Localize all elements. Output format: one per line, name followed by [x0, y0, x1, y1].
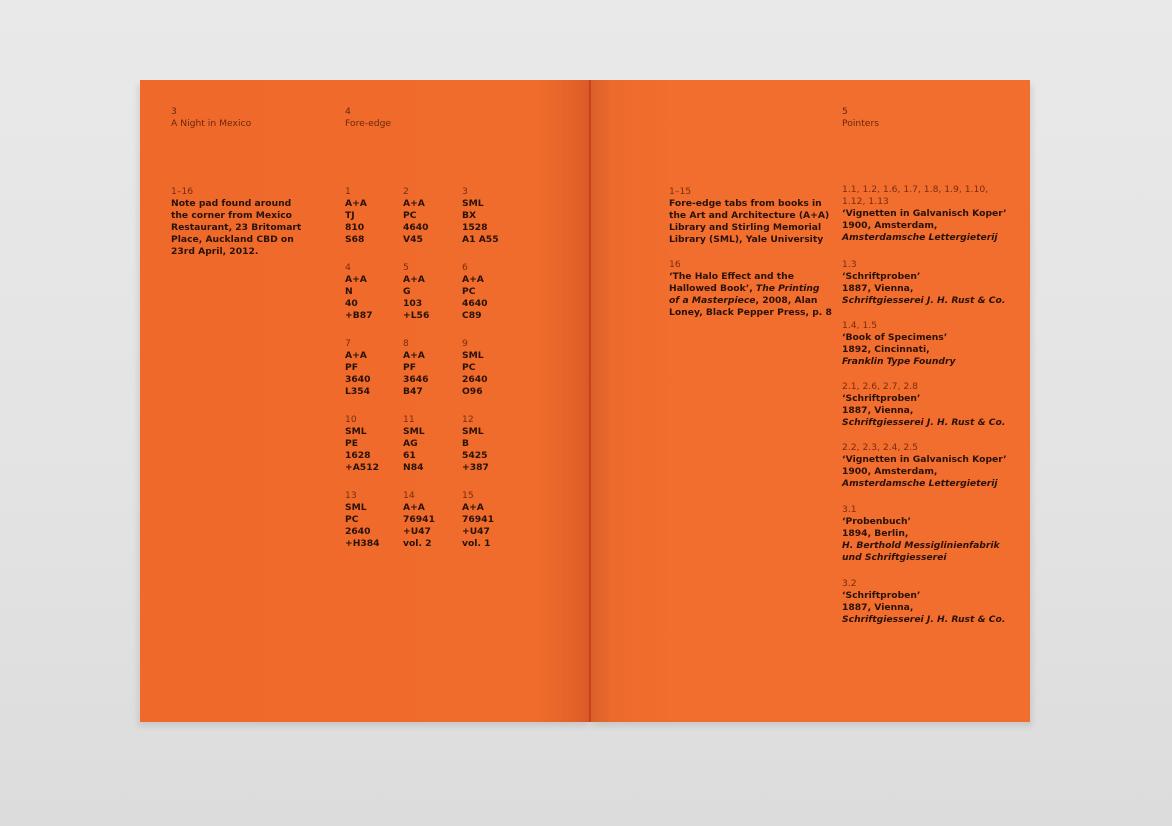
pointer-place: 1900, Amsterdam,	[842, 466, 938, 478]
grid-cell	[345, 186, 367, 246]
note-line: Place, Auckland CBD on	[171, 234, 294, 246]
grid-cell-line: 4640	[403, 222, 429, 234]
tabs-line: the Art and Architecture (A+A)	[669, 210, 830, 222]
grid-cell-line: SML	[462, 198, 484, 210]
grid-cell-number: 10	[345, 414, 357, 425]
pointer-refs: 3.1	[842, 504, 857, 515]
tabs-line: Library (SML), Yale University	[669, 234, 824, 246]
grid-cell-line: SML	[345, 502, 367, 514]
grid-cell-line: B	[462, 438, 470, 450]
pointer-foundry: Schriftgiesserei J. H. Rust & Co.	[842, 295, 1006, 307]
grid-cell-line: PC	[462, 362, 476, 374]
grid-cell-line: 2640	[462, 374, 488, 386]
pointer-refs: 2.2, 2.3, 2.4, 2.5	[842, 442, 918, 453]
pointer-refs: 1.3	[842, 259, 857, 270]
section-number: 4	[345, 106, 351, 117]
grid-cell	[345, 262, 373, 322]
pointer-title: ‘Book of Specimens’	[842, 332, 948, 344]
grid-cell-number: 14	[403, 490, 415, 501]
halo-line: Loney, Black Pepper Press, p. 8	[669, 307, 832, 319]
grid-cell-line: TJ	[345, 210, 355, 222]
grid-cell-line: SML	[345, 426, 367, 438]
section-5-header	[842, 106, 879, 130]
grid-cell-line: A+A	[403, 502, 425, 514]
grid-cell	[462, 414, 489, 474]
pointer-title: ‘Vignetten in Galvanisch Koper’	[842, 208, 1007, 220]
grid-cell-number: 8	[403, 338, 409, 349]
pointer-place: 1900, Amsterdam,	[842, 220, 938, 232]
grid-cell-line: +U47	[462, 526, 490, 538]
grid-cell-line: PF	[345, 362, 359, 374]
halo-number: 16	[669, 259, 681, 270]
grid-cell-line: A1 A55	[462, 234, 499, 246]
pointer-place: 1887, Vienna,	[842, 283, 914, 295]
grid-cell-line: N84	[403, 462, 424, 474]
pointer-refs: 2.1, 2.6, 2.7, 2.8	[842, 381, 918, 392]
grid-cell	[462, 262, 488, 322]
note-line: Restaurant, 23 Britomart	[171, 222, 302, 234]
note-block	[171, 186, 301, 259]
tabs-line: Fore-edge tabs from books in	[669, 198, 822, 210]
grid-cell-number: 12	[462, 414, 474, 425]
halo-italic-text: The Printing	[755, 283, 820, 295]
grid-cell-line: +L56	[403, 310, 430, 322]
halo-line	[669, 283, 832, 295]
grid-cell-line: +A512	[345, 462, 379, 474]
grid-cell-line: BX	[462, 210, 477, 222]
pointer-refs: 1.1, 1.2, 1.6, 1.7, 1.8, 1.9, 1.10,	[842, 184, 989, 195]
grid-cell-line: 40	[345, 298, 358, 310]
grid-cell-line: 103	[403, 298, 423, 310]
grid-cell-line: 2640	[345, 526, 371, 538]
section-title: A Night in Mexico	[171, 118, 252, 130]
pointer-entry	[842, 381, 1005, 429]
grid-cell-number: 13	[345, 490, 357, 501]
section-number: 5	[842, 106, 848, 117]
grid-cell	[462, 338, 488, 398]
section-title: Pointers	[842, 118, 880, 130]
note-line: 23rd April, 2012.	[171, 246, 259, 258]
grid-cell-line: SML	[462, 426, 484, 438]
grid-cell-line: SML	[403, 426, 425, 438]
grid-cell-line: 76941	[462, 514, 494, 526]
grid-cell-line: +B87	[345, 310, 373, 322]
grid-cell-line: B47	[403, 386, 423, 398]
note-range: 1–16	[171, 186, 194, 197]
pointer-foundry: H. Berthold Messiglinienfabrik	[842, 540, 1000, 552]
grid-cell-line: 1628	[345, 450, 371, 462]
grid-cell-line: A+A	[403, 198, 425, 210]
grid-cell-line: +H384	[345, 538, 380, 550]
section-title: Fore-edge	[345, 118, 392, 130]
grid-cell-line: L354	[345, 386, 371, 398]
grid-cell-number: 3	[462, 186, 468, 197]
pointer-place: 1894, Berlin,	[842, 528, 909, 540]
grid-cell-line: A+A	[462, 274, 484, 286]
grid-cell-line: +U47	[403, 526, 431, 538]
grid-cell	[345, 490, 380, 550]
pointer-title: ‘Schriftproben’	[842, 271, 921, 283]
halo-text: , 2008, Alan	[755, 295, 818, 307]
grid-cell	[403, 414, 425, 474]
pointer-foundry: Schriftgiesserei J. H. Rust & Co.	[842, 417, 1006, 429]
pointer-entry	[842, 320, 955, 368]
grid-cell	[403, 490, 435, 550]
grid-cell-number: 9	[462, 338, 468, 349]
pointer-title: ‘Schriftproben’	[842, 393, 921, 405]
grid-cell	[403, 338, 429, 398]
grid-cell-line: 3640	[345, 374, 371, 386]
grid-cell-line: PF	[403, 362, 417, 374]
pointer-entry	[842, 259, 1005, 307]
grid-cell-number: 4	[345, 262, 351, 273]
grid-cell-line: V45	[403, 234, 423, 246]
note-line: the corner from Mexico	[171, 210, 292, 222]
grid-cell-number: 2	[403, 186, 409, 197]
grid-cell-line: SML	[462, 350, 484, 362]
grid-cell-line: 1528	[462, 222, 488, 234]
tabs-block	[669, 186, 829, 246]
grid-cell-line: A+A	[403, 274, 425, 286]
pointer-entry	[842, 442, 1007, 490]
grid-cell-line: PC	[403, 210, 417, 222]
pointer-foundry: und Schriftgiesserei	[842, 552, 947, 564]
grid-cell-number: 7	[345, 338, 351, 349]
grid-cell	[345, 338, 371, 398]
grid-cell-line: 4640	[462, 298, 488, 310]
grid-cell-line: S68	[345, 234, 365, 246]
tabs-line: Library and Stirling Memorial	[669, 222, 822, 234]
section-number: 3	[171, 106, 177, 117]
grid-cell-number: 5	[403, 262, 409, 273]
note-line: Note pad found around	[171, 198, 292, 210]
pointer-entry	[842, 504, 1000, 564]
grid-cell-line: A+A	[403, 350, 425, 362]
pointer-entry	[842, 578, 1005, 626]
grid-cell	[345, 414, 379, 474]
grid-cell-line: PE	[345, 438, 359, 450]
grid-cell-line: PC	[345, 514, 359, 526]
grid-cell-line: 61	[403, 450, 416, 462]
pointer-place: 1887, Vienna,	[842, 405, 914, 417]
halo-text: Hallowed Book’,	[669, 283, 756, 295]
halo-line	[669, 295, 832, 307]
tabs-range: 1–15	[669, 186, 692, 197]
pointer-foundry: Franklin Type Foundry	[842, 356, 956, 368]
left-page	[140, 80, 590, 722]
halo-block	[669, 259, 832, 319]
grid-cell-number: 11	[403, 414, 415, 425]
section-4-header	[345, 106, 391, 130]
grid-cell-line: O96	[462, 386, 483, 398]
grid-cell-number: 6	[462, 262, 468, 273]
grid-cell-line: A+A	[345, 198, 367, 210]
halo-italic-text: of a Masterpiece	[669, 295, 756, 307]
pointer-foundry: Amsterdamsche Lettergieterij	[842, 232, 998, 244]
pointer-place: 1892, Cincinnati,	[842, 344, 930, 356]
grid-cell-line: 5425	[462, 450, 488, 462]
grid-cell	[462, 186, 499, 246]
pointer-title: ‘Schriftproben’	[842, 590, 921, 602]
pointer-refs: 1.12, 1.13	[842, 196, 889, 208]
grid-cell-line: A+A	[462, 502, 484, 514]
grid-cell	[462, 490, 494, 550]
pointer-entry	[842, 184, 1007, 244]
grid-cell-line: 76941	[403, 514, 435, 526]
grid-cell-line: A+A	[345, 274, 367, 286]
grid-cell-line: A+A	[345, 350, 367, 362]
grid-cell-line: vol. 1	[462, 538, 491, 550]
grid-cell-number: 1	[345, 186, 351, 197]
grid-cell-number: 15	[462, 490, 474, 501]
grid-cell-line: PC	[462, 286, 476, 298]
grid-cell-line: 3646	[403, 374, 429, 386]
grid-cell-line: +387	[462, 462, 489, 474]
pointer-foundry: Schriftgiesserei J. H. Rust & Co.	[842, 614, 1006, 626]
grid-cell	[403, 186, 429, 246]
pointer-title: ‘Vignetten in Galvanisch Koper’	[842, 454, 1007, 466]
grid-cell-line: vol. 2	[403, 538, 432, 550]
halo-line: ‘The Halo Effect and the	[669, 271, 794, 283]
pointer-place: 1887, Vienna,	[842, 602, 914, 614]
grid-cell-line: N	[345, 286, 353, 298]
grid-cell-line: G	[403, 286, 411, 298]
grid-cell-line: 810	[345, 222, 365, 234]
grid-cell	[403, 262, 429, 322]
pointer-refs: 1.4, 1.5	[842, 320, 878, 331]
section-3-header	[171, 106, 251, 130]
book-spine	[589, 80, 591, 722]
pointer-foundry: Amsterdamsche Lettergieterij	[842, 478, 998, 490]
grid-cell-line: AG	[403, 438, 418, 450]
pointer-title: ‘Probenbuch’	[842, 516, 912, 528]
pointer-refs: 3.2	[842, 578, 857, 589]
grid-cell-line: C89	[462, 310, 482, 322]
